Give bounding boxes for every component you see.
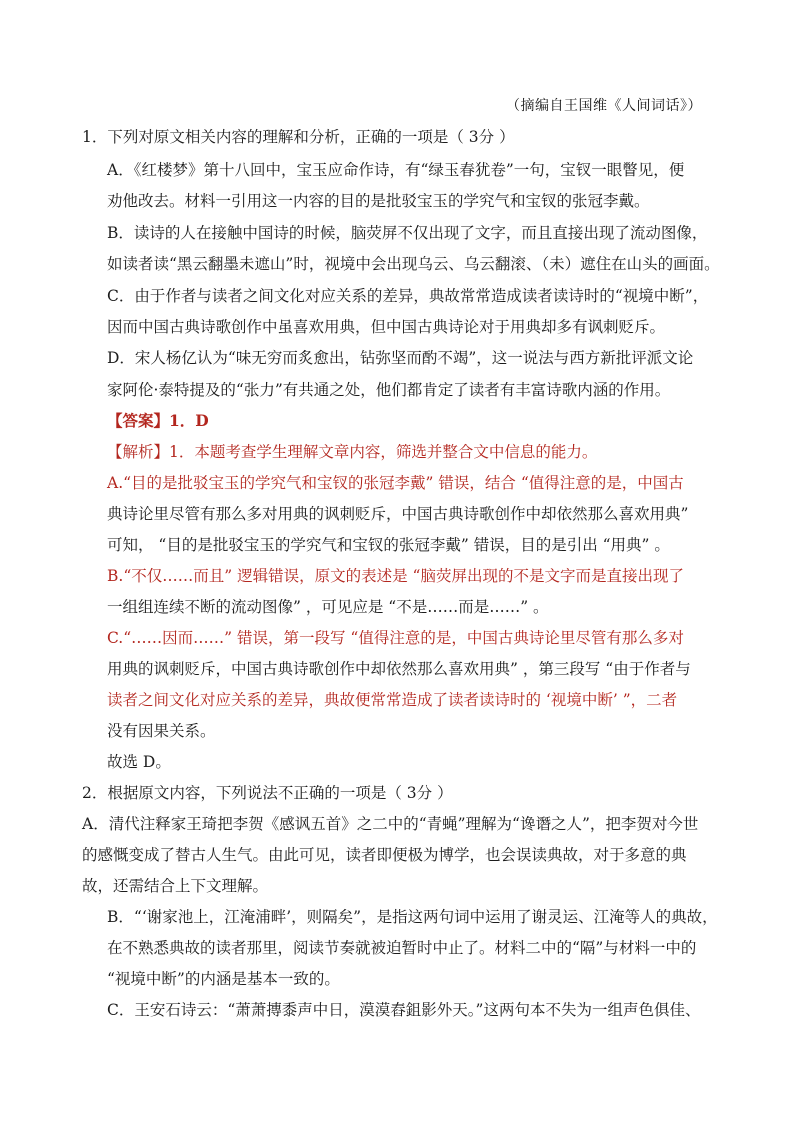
q1-option-c-line-2: 因而中国古典诗歌创作中虽喜欢用典，但中国古典诗论对于用典却多有讽刺贬斥。 bbox=[107, 318, 666, 336]
q1-option-d-line-1: D．宋人杨亿认为“味无穷而炙愈出，钻弥坚而酌不竭”，这一说法与西方新批评派文论 bbox=[107, 349, 694, 367]
q1-analysis-line: 一组组连续不断的流动图像” ，可见应是 “不是……而是……” 。 bbox=[107, 598, 549, 616]
question-1-stem: 1．下列对原文相关内容的理解和分析，正确的一项是（ 3分 ） bbox=[82, 128, 515, 146]
q1-option-b-line-2: 如读者读“黑云翻墨未遮山”时，视境中会出现乌云、乌云翻滚、（未）遮住在山头的画面。 bbox=[107, 255, 720, 273]
q2-option-b-line-2: 在不熟悉典故的读者那里，阅读节奏就被迫暂时中止了。材料二中的“隔”与材料一中的 bbox=[107, 939, 697, 957]
q1-analysis-line: 可知， “目的是批驳宝玉的学究气和宝钗的张冠李戴” 错误，目的是引出 “用典” 。 bbox=[107, 536, 670, 554]
q1-analysis-line: A.“目的是批驳宝玉的学究气和宝钗的张冠李戴” 错误，结合 “值得注意的是，中国古 bbox=[107, 474, 684, 492]
q1-option-c-line-1: C．由于作者与读者之间文化对应关系的差异，典故常常造成读者读诗时的“视境中断”， bbox=[107, 287, 709, 305]
q2-option-c-line-1: C．王安石诗云：“萧萧摶黍声中日，漠漠舂鉏影外天。”这两句本不失为一组声色俱佳、 bbox=[107, 1001, 701, 1019]
q1-analysis-heading: 【解析】1．本题考查学生理解文章内容，筛选并整合文中信息的能力。 bbox=[107, 443, 598, 461]
q2-option-a-line-2: 的感慨变成了替古人生气。由此可见，读者即便极为博学，也会误读典故，对于多意的典 bbox=[82, 846, 687, 864]
q2-option-b-line-1: B．“‘谢家池上，江淹浦畔’，则隔矣”，是指这两句词中运用了谢灵运、江淹等人的典故， bbox=[107, 908, 718, 926]
q1-analysis-line: 典诗论里尽管有那么多对用典的讽刺贬斥，中国古典诗歌创作中却依然那么喜欢用典” bbox=[107, 505, 689, 523]
q1-option-a-line-1: A．《红楼梦》第十八回中，宝玉应命作诗，有“绿玉春犹卷”一句，宝钗一眼瞥见，便 bbox=[107, 161, 685, 179]
q1-choice: 故选 D。 bbox=[107, 753, 171, 771]
q1-option-b-line-1: B．读诗的人在接触中国诗的时候，脑荧屏不仅出现了文字，而且直接出现了流动图像， bbox=[107, 224, 708, 242]
q1-analysis-line: 没有因果关系。 bbox=[107, 722, 216, 740]
q1-analysis-line: 用典的讽刺贬斥，中国古典诗歌创作中却依然那么喜欢用典” ，第三段写 “由于作者与 bbox=[107, 660, 691, 678]
q1-analysis-line: C.“……因而……” 错误，第一段写 “值得注意的是，中国古典诗论里尽管有那么多对 bbox=[107, 629, 684, 647]
q2-option-a-line-3: 故，还需结合上下文理解。 bbox=[82, 877, 269, 895]
q1-option-d-line-2: 家阿伦·泰特提及的“张力”有共通之处，他们都肯定了读者有丰富诗歌内涵的作用。 bbox=[107, 381, 671, 399]
q1-answer: 【答案】1．D bbox=[107, 411, 209, 430]
q1-analysis-line: B.“不仅……而且” 逻辑错误，原文的表述是 “脑荧屏出现的不是文字而是直接出现了 bbox=[107, 567, 684, 585]
q2-option-b-line-3: “视境中断”的内涵是基本一致的。 bbox=[107, 970, 340, 988]
q2-option-a-line-1: A．清代注释家王琦把李贺《感讽五首》之二中的“青蝇”理解为“谗谮之人”，把李贺对今世 bbox=[82, 815, 699, 833]
source-attribution: （摘编自王国维《人间词话》） bbox=[506, 98, 702, 114]
q1-option-a-line-2: 劝他改去。材料一引用这一内容的目的是批驳宝玉的学究气和宝钗的张冠李戴。 bbox=[107, 192, 650, 210]
question-2-stem: 2．根据原文内容，下列说法不正确的一项是（ 3分 ） bbox=[82, 784, 453, 802]
q1-analysis-line: 读者之间文化对应关系的差异，典故便常常造成了读者读诗时的 ‘视境中断’ ”，二者 bbox=[107, 691, 678, 709]
